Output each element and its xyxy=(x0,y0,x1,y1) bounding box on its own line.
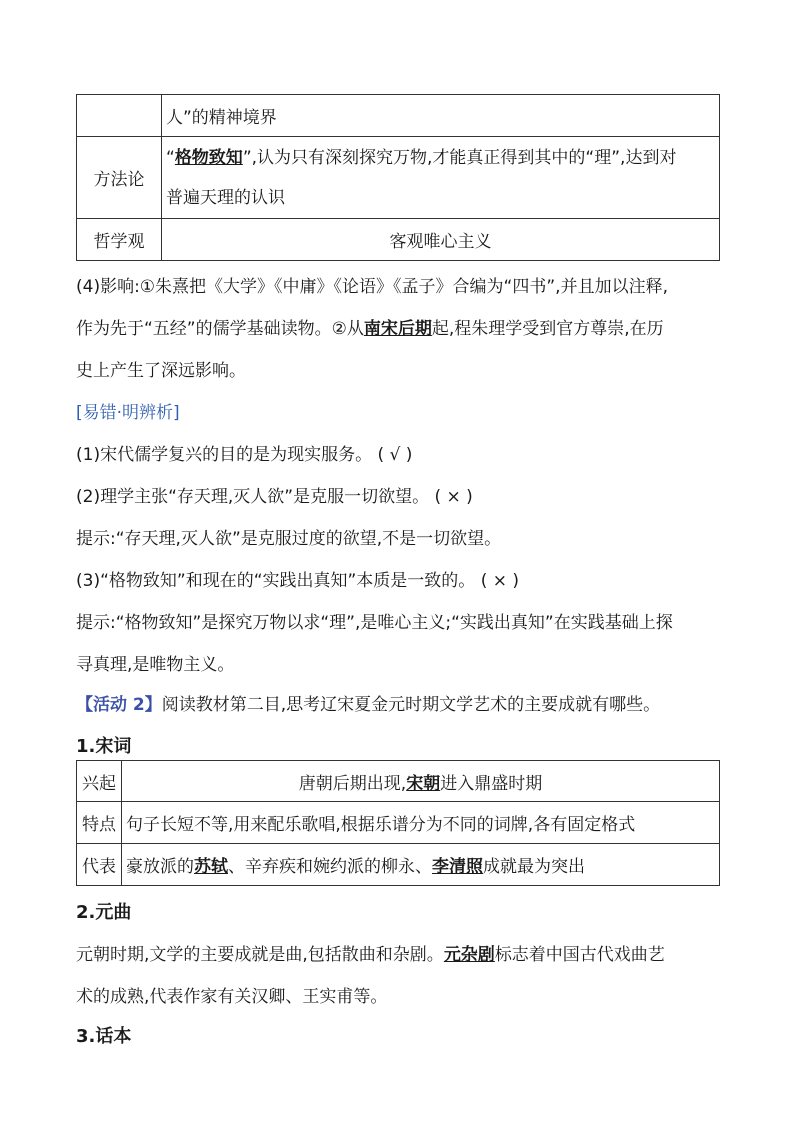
table-label: 特点 xyxy=(77,802,122,844)
section-heading-huaben: 3.话本 xyxy=(76,1026,132,1047)
influence-line-3: 史上产生了深远影响。 xyxy=(76,361,246,381)
table-row xyxy=(77,137,720,219)
table-row xyxy=(77,761,720,802)
yuanqu-line-1: 元朝时期,文学的主要成就是曲,包括散曲和杂剧。元杂剧标志着中国古代戏曲艺 xyxy=(76,945,665,965)
table-row xyxy=(77,844,720,886)
quiz-hint-3-line-2: 寻真理,是唯物主义。 xyxy=(76,655,235,675)
table-cell: 人”的精神境界 xyxy=(162,95,720,137)
table-cell: 豪放派的苏轼、辛弃疾和婉约派的柳永、李清照成就最为突出 xyxy=(122,844,720,886)
quiz-question-2: (2)理学主张“存天理,灭人欲”是克服一切欲望。 ( × ) xyxy=(76,487,473,507)
key-term-sushi: 苏轼 xyxy=(194,857,228,877)
table-cell: 客观唯心主义 xyxy=(162,219,720,261)
quiz-hint-3-line-1: 提示:“格物致知”是探究万物以求“理”,是唯心主义;“实践出真知”在实践基础上探 xyxy=(76,613,673,633)
key-term-nansong: 南宋后期 xyxy=(363,319,432,339)
table-label: 兴起 xyxy=(77,761,122,802)
key-term-gewuzhizhi: 格物致知 xyxy=(174,147,243,168)
table-cell: 唐朝后期出现,宋朝进入鼎盛时期 xyxy=(122,761,720,802)
table-cell: “格物致知”,认为只有深刻探究万物,才能真正得到其中的“理”,达到对 普遍天理的认识 xyxy=(162,137,720,219)
quiz-title: [易错·明辨析] xyxy=(76,403,180,423)
activity-2: 【活动 2】阅读教材第二目,思考辽宋夏金元时期文学艺术的主要成就有哪些。 xyxy=(76,695,661,715)
yuanqu-line-2: 术的成熟,代表作家有关汉卿、王实甫等。 xyxy=(76,987,388,1007)
quiz-question-1: (1)宋代儒学复兴的目的是为现实服务。 ( √ ) xyxy=(76,445,413,465)
activity-tag: 【活动 2】 xyxy=(76,695,162,715)
table-label: 哲学观 xyxy=(77,219,162,261)
section-heading-songci: 1.宋词 xyxy=(76,736,132,757)
table-row xyxy=(77,95,720,137)
table-label: 方法论 xyxy=(77,137,162,219)
table-row xyxy=(77,219,720,261)
table-cell-empty xyxy=(77,95,162,137)
lixue-table xyxy=(76,94,720,261)
influence-line-1: (4)影响:①朱熹把《大学》《中庸》《论语》《孟子》合编为“四书”,并且加以注释, xyxy=(76,277,668,297)
key-term-liqingzhao: 李清照 xyxy=(432,857,483,877)
quiz-question-3: (3)“格物致知”和现在的“实践出真知”本质是一致的。 ( × ) xyxy=(76,571,520,591)
table-cell: 句子长短不等,用来配乐歌唱,根据乐谱分为不同的词牌,各有固定格式 xyxy=(122,802,720,844)
key-term-songchao: 宋朝 xyxy=(406,773,441,794)
table-row xyxy=(77,802,720,844)
quiz-hint-2: 提示:“存天理,灭人欲”是克服过度的欲望,不是一切欲望。 xyxy=(76,529,502,549)
table-label: 代表 xyxy=(77,844,122,886)
key-term-yuanzaju: 元杂剧 xyxy=(443,945,495,965)
songci-table xyxy=(76,760,720,886)
section-heading-yuanqu: 2.元曲 xyxy=(76,902,132,923)
influence-line-2: 作为先于“五经”的儒学基础读物。②从南宋后期起,程朱理学受到官方尊崇,在历 xyxy=(76,319,664,339)
